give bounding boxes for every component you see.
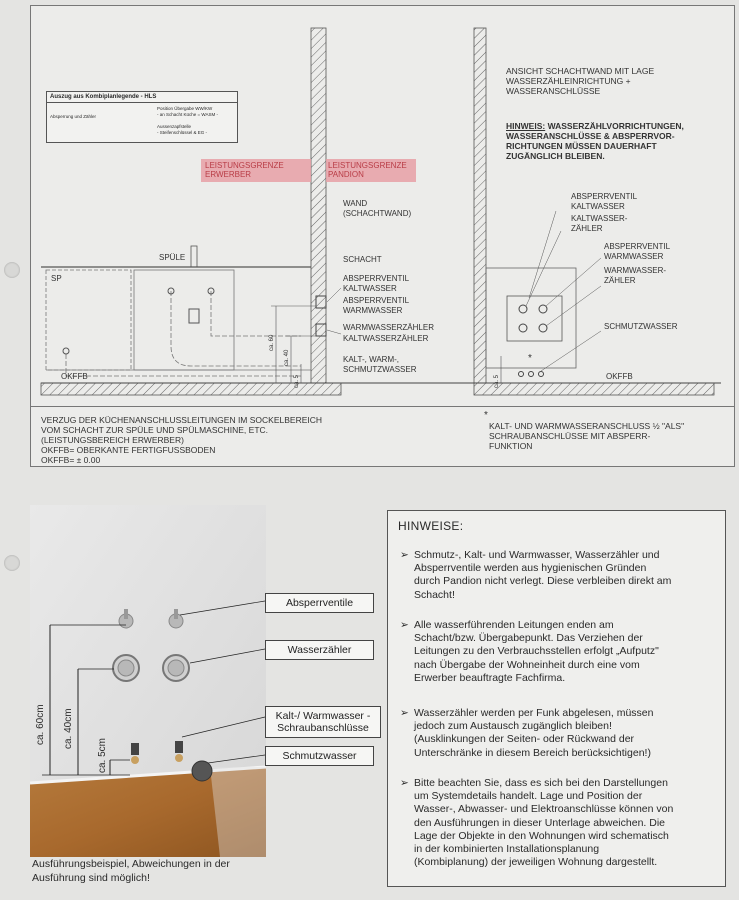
arrow-bullet-icon: ➢	[400, 549, 409, 561]
shaft-wall	[311, 28, 326, 383]
label-kw-zaehler: KALTWASSERZÄHLER	[343, 334, 429, 343]
rv-ww-zaehler: WARMWASSER- ZÄHLER	[604, 266, 667, 285]
dim-60: ca. 60	[269, 334, 275, 351]
legend-box	[46, 91, 238, 143]
rv-absperr-warm: ABSPERRVENTIL WARMWASSER	[604, 242, 671, 261]
rv-kw-zaehler: KALTWASSER- ZÄHLER	[571, 214, 628, 233]
callout-schraubanschluesse: Kalt-/ Warmwasser - Schraubanschlüsse	[265, 706, 381, 738]
boundary-band-right	[326, 159, 416, 182]
label-absperr-warm: ABSPERRVENTIL WARMWASSER	[343, 296, 410, 315]
label-sp: SP	[51, 274, 62, 283]
note-left: VERZUG DER KÜCHENANSCHLUSSLEITUNGEN IM SOCKELBEREICH VOM SCHACHT ZUR SPÜLE UND SPÜLMASCHINE, ETC. (LEISTUNGSBEREICH ERWERBER) OKFFB= OBERKANTE FERTIGFUSSBODEN OKFFB= ± 0.00	[41, 415, 323, 465]
boundary-left-label: LEISTUNGSGRENZE ERWERBER	[205, 161, 284, 179]
label-schacht: SCHACHT	[343, 255, 382, 264]
technical-drawing	[30, 5, 735, 467]
legend-title: Auszug aus Kombiplanlegende - HLS	[47, 92, 237, 103]
legend-row: Aussenzapfstelle - Steifenschlüssel & EG -	[157, 124, 208, 135]
shaft-wall-right	[474, 28, 486, 383]
callout-schmutzwasser: Schmutzwasser	[265, 746, 374, 766]
label-okffb-right: OKFFB	[606, 372, 633, 381]
note-right: KALT- UND WARMWASSERANSCHLUSS ½ "ALS" SCHRAUBANSCHLÜSSE MIT ABSPERR- FUNKTION	[489, 421, 685, 451]
boundary-right-label: LEISTUNGSGRENZE PANDION	[328, 161, 407, 179]
label-wand: WAND (SCHACHTWAND)	[343, 199, 412, 218]
rv-schmutz: SCHMUTZWASSER	[604, 322, 678, 331]
hinweis-text: Bitte beachten Sie, dass es sich bei den Darstellungen um Systemdetails handelt. Lage und Position der Wasser-, Abwasser- und Elektroanschlüsse können von den Ausführungen in dieser Unterlage abweichen. Die Lage der Objekte in den Wohnungen wird schematisch in der kombinierten Installationsplanung (Kombiplanung) der jeweiligen Wohnung dargestellt.	[414, 777, 674, 869]
label-ww-zaehler: WARMWASSERZÄHLER	[343, 323, 434, 332]
hinweis-text: Schmutz-, Kalt- und Warmwasser, Wasserzähler und Absperrventile werden aus hygienischen Gründen durch Pandion nicht verlegt. Diese verbleiben direkt am Schacht!	[414, 549, 672, 601]
dim-40: ca. 40	[284, 349, 290, 366]
dim-60cm: ca. 60cm	[35, 704, 46, 745]
legend-row: Position Übergabe WW/KW - an Schacht Küche = WASM -	[157, 106, 218, 117]
arrow-bullet-icon: ➢	[400, 619, 409, 631]
arrow-bullet-icon: ➢	[400, 777, 409, 789]
installation-photo	[30, 505, 266, 857]
right-view-title: ANSICHT SCHACHTWAND MIT LAGE WASSERZÄHLEINRICHTUNG + WASSERANSCHLÜSSE	[506, 66, 655, 96]
dim-40cm: ca. 40cm	[63, 708, 74, 749]
boundary-band-left	[201, 159, 311, 182]
punch-hole	[4, 262, 20, 278]
callout-wasserzaehler: Wasserzähler	[265, 640, 374, 660]
hinweis-text: Alle wasserführenden Leitungen enden am Schacht/bzw. Übergabepunkt. Das Verziehen der Leitungen zu den Verbrauchsstellen erfolgt „Aufputz" nach Übergabe der Wohneinheit durch eine vom Erwerber beauftragte Fachfirma.	[414, 619, 659, 684]
hinweis-item	[400, 707, 720, 760]
hinweise-box	[387, 510, 726, 887]
drawing-notes	[31, 406, 734, 467]
hinweis-label: HINWEIS:	[506, 121, 546, 131]
hinweis-item	[400, 549, 720, 602]
arrow-bullet-icon: ➢	[400, 707, 409, 719]
dim-5-right: ca. 5	[494, 374, 500, 388]
note-star: *	[484, 410, 488, 421]
rv-absperr-kalt: ABSPERRVENTIL KALTWASSER	[571, 192, 638, 211]
label-kalt-warm-schmutz: KALT-, WARM-, SCHMUTZWASSER	[343, 355, 417, 374]
legend-row: Absperrung und Zähler	[50, 114, 97, 119]
hinweis-item	[400, 619, 720, 685]
label-spuele: SPÜLE	[159, 253, 186, 262]
callout-absperrventile: Absperrventile	[265, 593, 374, 613]
photo-caption: Ausführungsbeispiel, Abweichungen in der Ausführung sind möglich!	[32, 858, 230, 884]
right-view-hinweis	[506, 121, 684, 161]
hinweise-title: HINWEISE:	[398, 519, 464, 533]
hinweis-item	[400, 777, 720, 869]
rv-star: *	[528, 353, 532, 364]
label-okffb: OKFFB	[61, 372, 88, 381]
dim-5: ca. 5	[294, 374, 300, 388]
hinweis-text: WASSERZÄHLVORRICHTUNGEN, WASSERANSCHLÜSSE & ABSPERRVOR- RICHTUNGEN MÜSSEN DAUERHAFT ZUGÄNGLICH BLEIBEN.	[506, 121, 684, 161]
label-absperr-kalt: ABSPERRVENTIL KALTWASSER	[343, 274, 410, 293]
punch-hole	[4, 555, 20, 571]
floor-right	[474, 383, 714, 395]
dim-5cm: ca. 5cm	[97, 737, 108, 773]
hinweis-text: Wasserzähler werden per Funk abgelesen, müssen jedoch zum Austausch zugänglich bleiben! (Ausklinkungen der Seiten- oder Rückwand der Unterschränke in diesem Bereich berücksichtigen!)	[414, 707, 654, 759]
photo-illustration	[30, 505, 266, 857]
